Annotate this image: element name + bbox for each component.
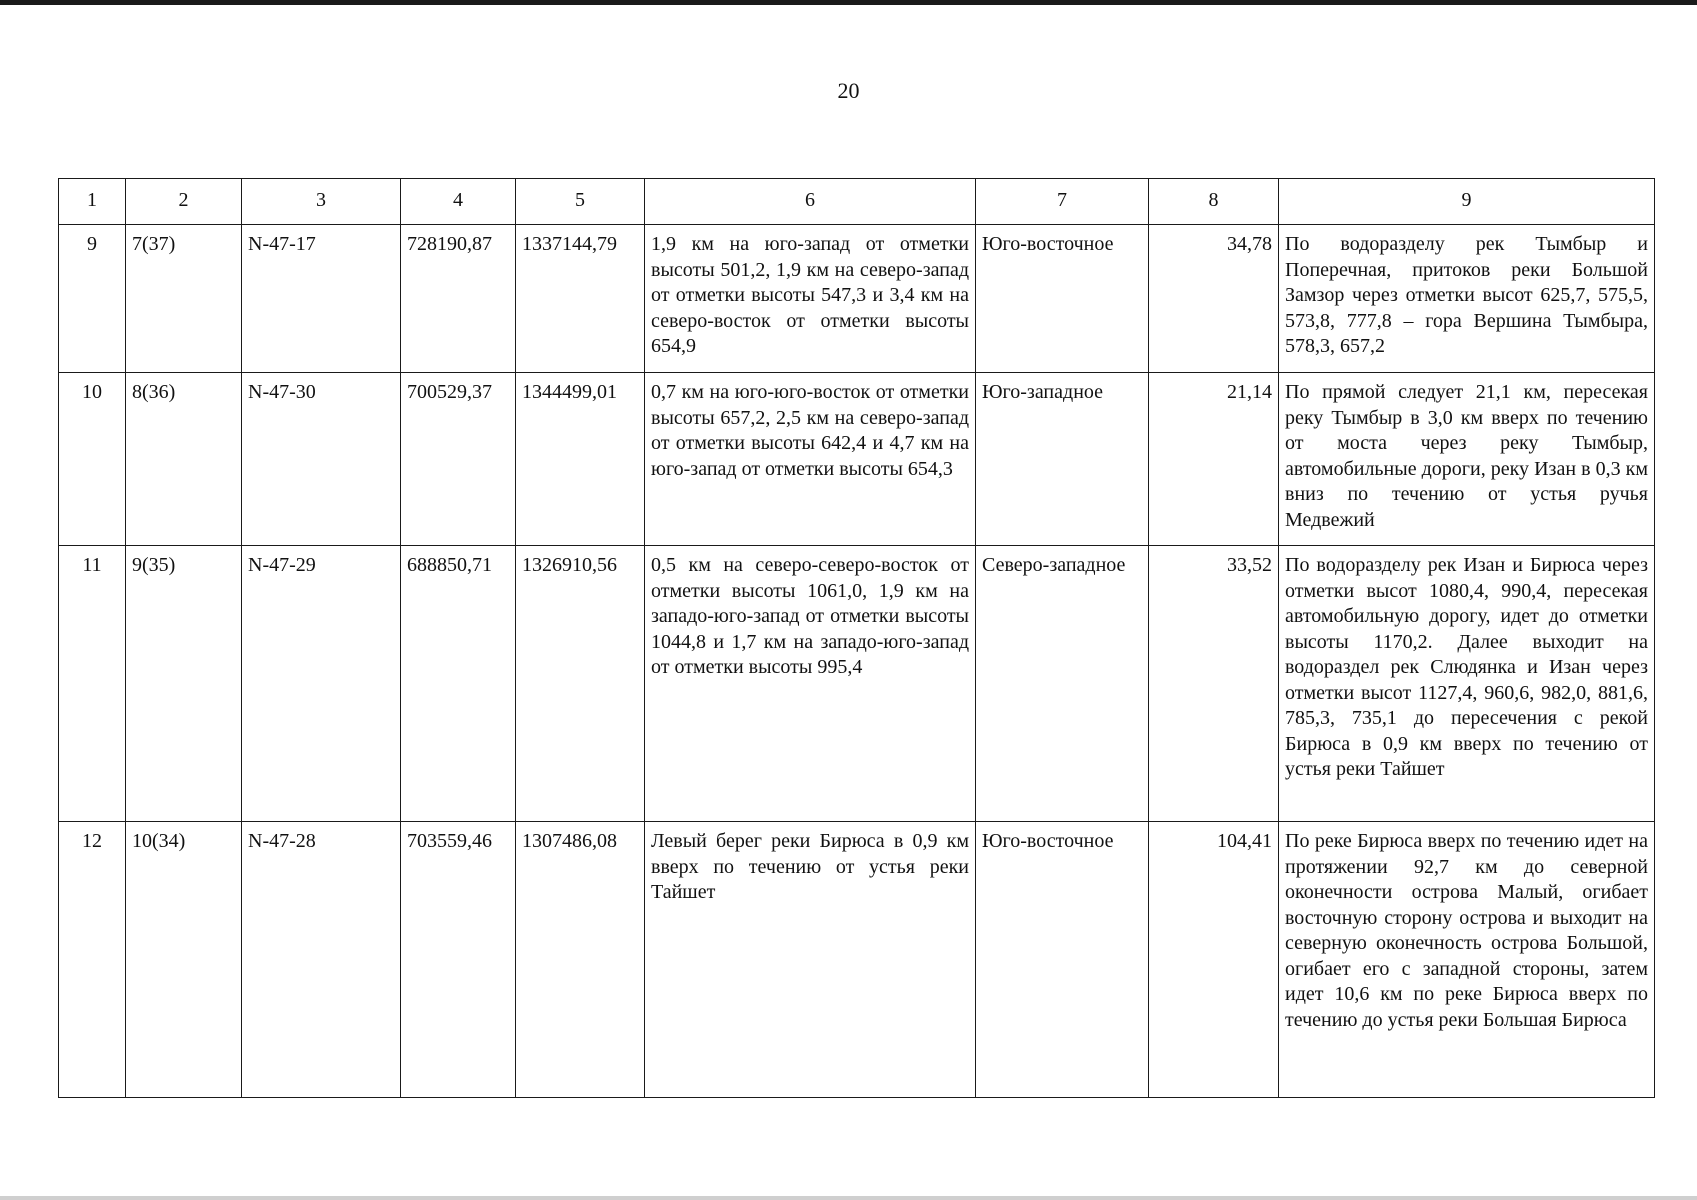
distance-cell: 104,41 <box>1149 822 1279 1098</box>
location-description-cell: 1,9 км на юго-запад от отметки высоты 501,2, 1,9 км на северо-запад от отметки высоты 547,3 и 3,4 км на северо-восток от отметки высоты 654,9 <box>645 225 976 373</box>
row-number-cell: 11 <box>59 546 126 822</box>
table-row <box>59 225 1655 373</box>
map-sheet-cell: N-47-30 <box>242 373 401 546</box>
coordinate-x-cell: 688850,71 <box>401 546 516 822</box>
distance-cell: 21,14 <box>1149 373 1279 546</box>
map-sheet-cell: N-47-17 <box>242 225 401 373</box>
coordinate-x-cell: 700529,37 <box>401 373 516 546</box>
table-row <box>59 546 1655 822</box>
point-number-cell: 7(37) <box>126 225 242 373</box>
row-number-cell: 9 <box>59 225 126 373</box>
direction-cell: Северо-западное <box>976 546 1149 822</box>
boundary-table <box>58 178 1655 1098</box>
bottom-scan-edge <box>0 1196 1697 1200</box>
point-number-cell: 9(35) <box>126 546 242 822</box>
row-number-cell: 12 <box>59 822 126 1098</box>
header-col-2: 2 <box>126 179 242 225</box>
map-sheet-cell: N-47-28 <box>242 822 401 1098</box>
coordinate-x-cell: 703559,46 <box>401 822 516 1098</box>
coordinate-y-cell: 1326910,56 <box>516 546 645 822</box>
coordinate-y-cell: 1307486,08 <box>516 822 645 1098</box>
header-col-8: 8 <box>1149 179 1279 225</box>
table-header-row <box>59 179 1655 225</box>
top-border-rule <box>0 0 1697 5</box>
header-col-1: 1 <box>59 179 126 225</box>
header-col-3: 3 <box>242 179 401 225</box>
coordinate-x-cell: 728190,87 <box>401 225 516 373</box>
direction-cell: Юго-западное <box>976 373 1149 546</box>
coordinate-y-cell: 1337144,79 <box>516 225 645 373</box>
header-col-4: 4 <box>401 179 516 225</box>
map-sheet-cell: N-47-29 <box>242 546 401 822</box>
header-col-6: 6 <box>645 179 976 225</box>
direction-cell: Юго-восточное <box>976 822 1149 1098</box>
location-description-cell: 0,5 км на северо-северо-восток от отметки высоты 1061,0, 1,9 км на западо-юго-запад от отметки высоты 1044,8 и 1,7 км на западо-юго-запад от отметки высоты 995,4 <box>645 546 976 822</box>
table-row <box>59 822 1655 1098</box>
location-description-cell: Левый берег реки Бирюса в 0,9 км вверх по течению от устья реки Тайшет <box>645 822 976 1098</box>
point-number-cell: 8(36) <box>126 373 242 546</box>
boundary-description-cell: По водоразделу рек Изан и Бирюса через отметки высот 1080,4, 990,4, пересекая автомобильную дорогу, идет до отметки высоты 1170,2. Далее выходит на водораздел рек Слюдянка и Изан через отметки высот 1127,4, 960,6, 982,0, 881,6, 785,3, 735,1 до пересечения с рекой Бирюса в 0,9 км вверх по течению от устья реки Тайшет <box>1279 546 1655 822</box>
boundary-description-cell: По прямой следует 21,1 км, пересекая реку Тымбыр в 3,0 км вверх по течению от моста через реку Тымбыр, автомобильные дороги, реку Изан в 0,3 км вниз по течению от устья ручья Медвежий <box>1279 373 1655 546</box>
table-row <box>59 373 1655 546</box>
distance-cell: 34,78 <box>1149 225 1279 373</box>
direction-cell: Юго-восточное <box>976 225 1149 373</box>
point-number-cell: 10(34) <box>126 822 242 1098</box>
location-description-cell: 0,7 км на юго-юго-восток от отметки высоты 657,2, 2,5 км на северо-запад от отметки высоты 642,4 и 4,7 км на юго-запад от отметки высоты 654,3 <box>645 373 976 546</box>
boundary-description-cell: По реке Бирюса вверх по течению идет на протяжении 92,7 км до северной оконечности острова Малый, огибает восточную сторону острова и выходит на северную оконечность острова Большой, огибает его с западной стороны, затем идет 10,6 км по реке Бирюса вверх по течению до устья реки Большая Бирюса <box>1279 822 1655 1098</box>
boundary-description-cell: По водоразделу рек Тымбыр и Поперечная, притоков реки Большой Замзор через отметки высот 625,7, 575,5, 573,8, 777,8 – гора Вершина Тымбыра, 578,3, 657,2 <box>1279 225 1655 373</box>
header-col-7: 7 <box>976 179 1149 225</box>
header-col-9: 9 <box>1279 179 1655 225</box>
page-number: 20 <box>837 78 860 103</box>
header-col-5: 5 <box>516 179 645 225</box>
coordinate-y-cell: 1344499,01 <box>516 373 645 546</box>
row-number-cell: 10 <box>59 373 126 546</box>
distance-cell: 33,52 <box>1149 546 1279 822</box>
